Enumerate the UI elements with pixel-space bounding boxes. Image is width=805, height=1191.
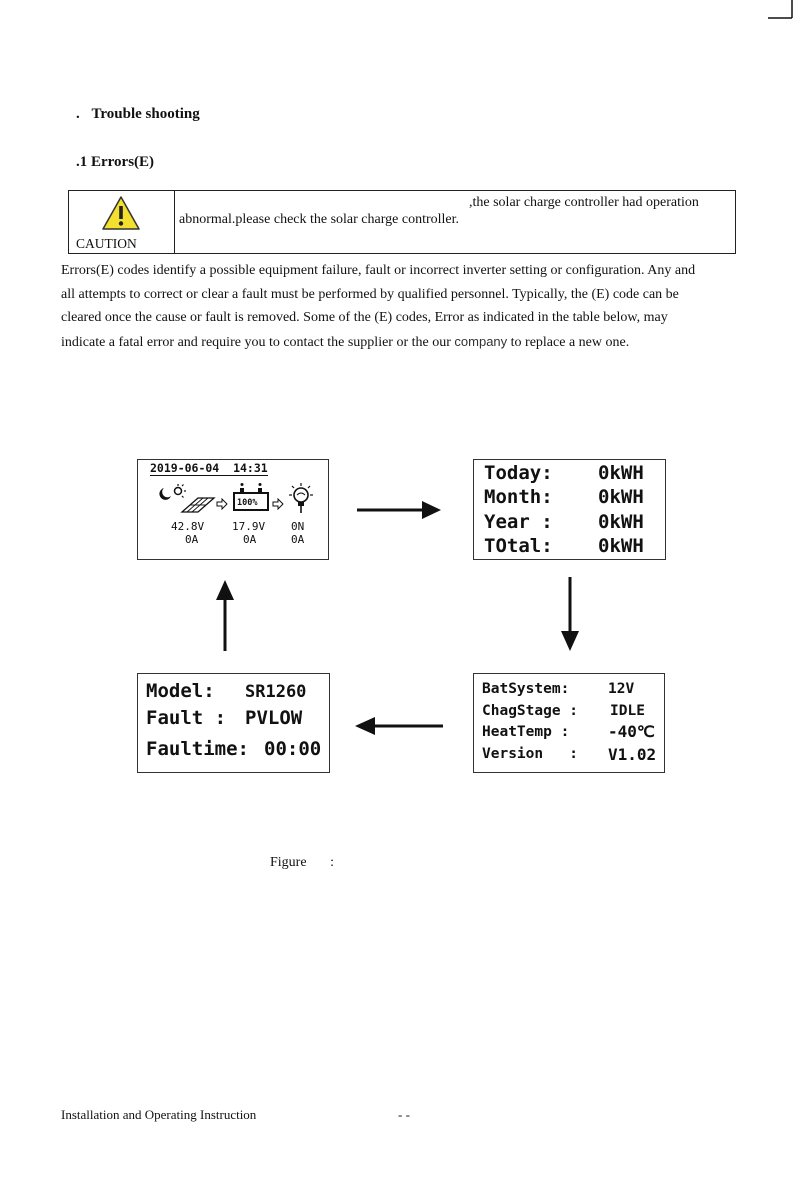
model-value: SR1260 [245,682,307,702]
paragraph-line: cleared once the cause or fault is removed. Some of the (E) codes, Error as indicated in the table below, may [61,310,668,325]
faultime-value: 00:00 [264,738,322,760]
figure-colon: : [330,855,334,870]
charge-stage-value: IDLE [610,703,645,719]
battery-current: 0A [243,533,257,546]
month-label: Month: [484,486,553,508]
section-number: . [76,106,80,122]
footer-title: Installation and Operating Instruction [61,1107,257,1122]
total-label: TOtal: [484,535,553,557]
model-label: Model: [146,680,215,702]
caution-line-2: abnormal.please check the solar charge controller. [179,212,460,227]
today-value: 0kWH [598,462,644,484]
today-label: Today: [484,462,553,484]
pv-voltage: 42.8V [171,520,205,533]
figure-caption [270,855,334,871]
fault-label: Fault : [146,707,227,729]
battery-voltage: 17.9V [232,520,266,533]
fault-value: PVLOW [245,707,303,729]
figure-label: Figure [270,855,307,870]
datetime-readout: 2019-06-04 14:31 [150,461,268,475]
section-title: Trouble shooting [91,106,200,122]
load-state: 0N [291,520,305,533]
month-value: 0kWH [598,486,644,508]
charge-stage-label: ChagStage : [482,703,579,719]
arrow-down-icon [561,577,579,651]
total-value: 0kWH [598,535,644,557]
paragraph-line: Errors(E) codes identify a possible equipment failure, fault or incorrect inverter setting or configuration. Any and [61,263,696,278]
battery-system-value: 12V [608,681,635,697]
year-label: Year : [484,511,553,533]
arrow-up-icon [216,580,234,651]
company-word: company [454,333,508,349]
caution-line-1: ,the solar charge controller had operation [469,195,699,210]
battery-system-label: BatSystem: [482,681,570,697]
faultime-label: Faultime: [146,738,249,760]
heat-temp-label: HeatTemp : [482,724,570,740]
load-current: 0A [291,533,305,546]
caution-label: CAUTION [76,236,137,251]
arrow-right-icon [357,501,441,519]
version-value: V1.02 [608,745,657,764]
pv-current: 0A [185,533,199,546]
footer-page-number: - - [398,1107,410,1122]
paragraph-line: indicate a fatal error and require you to contact the supplier or the our company to replace a new one. [61,333,630,350]
heat-temp-value: -40℃ [608,722,655,741]
arrow-left-icon [355,717,443,735]
subsection-heading: .1 Errors(E) [76,154,155,170]
version-label: Version : [482,746,579,762]
battery-percent: 100% [237,498,258,508]
year-value: 0kWH [598,511,644,533]
paragraph-line: all attempts to correct or clear a fault must be performed by qualified personnel. Typically, the (E) code can be [61,286,679,302]
